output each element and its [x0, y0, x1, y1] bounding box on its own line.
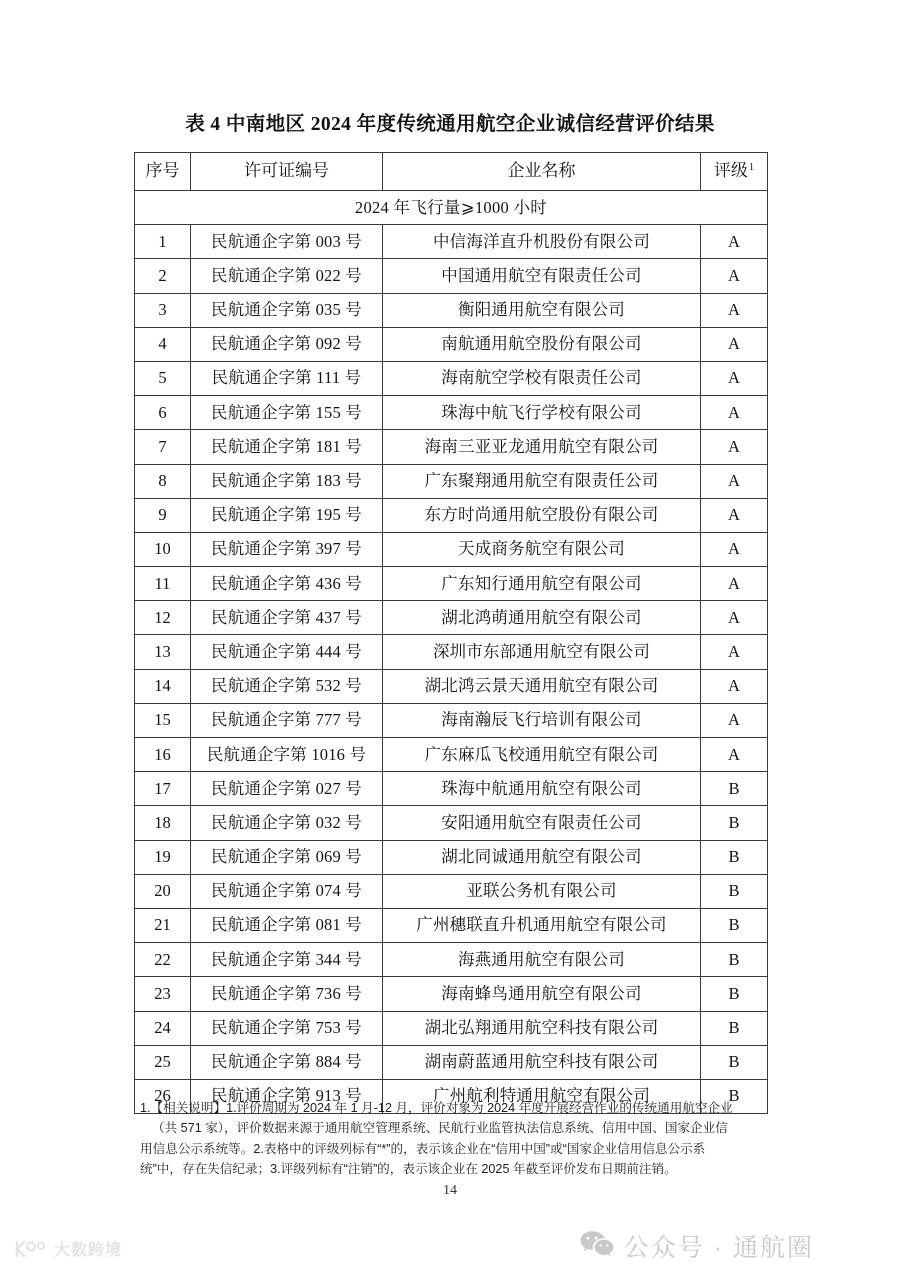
cell-row-number: 10 [135, 532, 191, 566]
cell-grade: A [701, 259, 768, 293]
dashukuajing-logo-icon [14, 1240, 48, 1258]
cell-row-number: 2 [135, 259, 191, 293]
table-row [135, 943, 768, 977]
cell-company-name: 海南航空学校有限责任公司 [383, 361, 701, 395]
cell-grade: A [701, 635, 768, 669]
evaluation-table [134, 152, 768, 1114]
cell-license-no: 民航通企字第 022 号 [191, 259, 383, 293]
footnote-line-4: 统”中，存在失信纪录；3.评级列标有“注销”的，表示该企业在 2025 年截至评价发布日期前注销。 [140, 1162, 677, 1177]
cell-row-number: 22 [135, 943, 191, 977]
table-row [135, 225, 768, 259]
table-row [135, 430, 768, 464]
cell-row-number: 11 [135, 567, 191, 601]
cell-row-number: 16 [135, 738, 191, 772]
cell-row-number: 23 [135, 977, 191, 1011]
cell-license-no: 民航通企字第 777 号 [191, 703, 383, 737]
table-row [135, 738, 768, 772]
cell-company-name: 湖南蔚蓝通用航空科技有限公司 [383, 1045, 701, 1079]
cell-grade: B [701, 1011, 768, 1045]
cell-row-number: 15 [135, 703, 191, 737]
cell-company-name: 东方时尚通用航空股份有限公司 [383, 498, 701, 532]
cell-license-no: 民航通企字第 736 号 [191, 977, 383, 1011]
cell-license-no: 民航通企字第 003 号 [191, 225, 383, 259]
table-row [135, 772, 768, 806]
cell-license-no: 民航通企字第 195 号 [191, 498, 383, 532]
cell-license-no: 民航通企字第 181 号 [191, 430, 383, 464]
cell-row-number: 5 [135, 361, 191, 395]
cell-grade: A [701, 532, 768, 566]
table-row [135, 908, 768, 942]
table-row [135, 635, 768, 669]
cell-license-no: 民航通企字第 913 号 [191, 1079, 383, 1113]
cell-grade: B [701, 772, 768, 806]
cell-company-name: 广州穗联直升机通用航空有限公司 [383, 908, 701, 942]
table-row [135, 840, 768, 874]
table-row [135, 1011, 768, 1045]
table-header [135, 153, 768, 191]
cell-grade: B [701, 908, 768, 942]
cell-license-no: 民航通企字第 436 号 [191, 567, 383, 601]
cell-row-number: 26 [135, 1079, 191, 1113]
page-number: 14 [443, 1183, 457, 1198]
cell-grade: A [701, 396, 768, 430]
table-row [135, 669, 768, 703]
cell-grade: B [701, 1045, 768, 1079]
cell-company-name: 湖北同诚通用航空有限公司 [383, 840, 701, 874]
table-row [135, 259, 768, 293]
cell-grade: A [701, 361, 768, 395]
table-section-row [135, 191, 768, 225]
cell-row-number: 14 [135, 669, 191, 703]
cell-license-no: 民航通企字第 032 号 [191, 806, 383, 840]
cell-license-no: 民航通企字第 437 号 [191, 601, 383, 635]
evaluation-table-container [134, 152, 767, 1114]
cell-grade: A [701, 498, 768, 532]
cell-license-no: 民航通企字第 183 号 [191, 464, 383, 498]
cell-row-number: 4 [135, 327, 191, 361]
cell-company-name: 广东麻瓜飞校通用航空有限公司 [383, 738, 701, 772]
watermark-left [14, 1237, 122, 1260]
table-row [135, 1045, 768, 1079]
cell-grade: A [701, 327, 768, 361]
cell-company-name: 中信海洋直升机股份有限公司 [383, 225, 701, 259]
cell-license-no: 民航通企字第 069 号 [191, 840, 383, 874]
cell-license-no: 民航通企字第 035 号 [191, 293, 383, 327]
footnote-line-2: （共 571 家），评价数据来源于通用航空管理系统、民航行业监管执法信息系统、信用中国、国家企业信 [152, 1121, 728, 1136]
page-title: 表 4 中南地区 2024 年度传统通用航空企业诚信经营评价结果 [185, 114, 715, 135]
watermark-left-text: 大数跨境 [54, 1242, 123, 1259]
cell-license-no: 民航通企字第 884 号 [191, 1045, 383, 1079]
cell-license-no: 民航通企字第 532 号 [191, 669, 383, 703]
table-row [135, 703, 768, 737]
cell-company-name: 珠海中航飞行学校有限公司 [383, 396, 701, 430]
table-header-row [135, 153, 768, 191]
table-body [135, 191, 768, 1114]
cell-company-name: 亚联公务机有限公司 [383, 874, 701, 908]
cell-grade: A [701, 430, 768, 464]
cell-row-number: 18 [135, 806, 191, 840]
cell-row-number: 17 [135, 772, 191, 806]
cell-row-number: 9 [135, 498, 191, 532]
cell-row-number: 1 [135, 225, 191, 259]
cell-license-no: 民航通企字第 753 号 [191, 1011, 383, 1045]
column-header-company: 企业名称 [383, 153, 701, 191]
cell-company-name: 广州航利特通用航空有限公司 [383, 1079, 701, 1113]
cell-grade: A [701, 601, 768, 635]
cell-company-name: 天成商务航空有限公司 [383, 532, 701, 566]
cell-row-number: 21 [135, 908, 191, 942]
cell-company-name: 湖北鸿萌通用航空有限公司 [383, 601, 701, 635]
cell-row-number: 12 [135, 601, 191, 635]
cell-company-name: 中国通用航空有限责任公司 [383, 259, 701, 293]
footnote-line-1: 1.【相关说明】1.评价周期为 2024 年 1 月-12 月，评价对象为 2024 年度开展经营作业的传统通用航空企业 [140, 1101, 733, 1115]
cell-grade: B [701, 874, 768, 908]
cell-grade: B [701, 840, 768, 874]
cell-company-name: 安阳通用航空有限责任公司 [383, 806, 701, 840]
cell-license-no: 民航通企字第 397 号 [191, 532, 383, 566]
cell-license-no: 民航通企字第 027 号 [191, 772, 383, 806]
cell-row-number: 6 [135, 396, 191, 430]
cell-company-name: 衡阳通用航空有限公司 [383, 293, 701, 327]
cell-grade: A [701, 738, 768, 772]
cell-grade: A [701, 567, 768, 601]
footnote-marker: 1 [748, 161, 755, 173]
wechat-icon [579, 1229, 615, 1264]
cell-grade: A [701, 293, 768, 327]
cell-grade: B [701, 943, 768, 977]
cell-grade: B [701, 806, 768, 840]
cell-row-number: 19 [135, 840, 191, 874]
cell-company-name: 湖北弘翔通用航空科技有限公司 [383, 1011, 701, 1045]
cell-company-name: 广东聚翔通用航空有限责任公司 [383, 464, 701, 498]
cell-company-name: 海南瀚辰飞行培训有限公司 [383, 703, 701, 737]
cell-license-no: 民航通企字第 111 号 [191, 361, 383, 395]
cell-grade: A [701, 464, 768, 498]
cell-row-number: 25 [135, 1045, 191, 1079]
cell-company-name: 海燕通用航空有限公司 [383, 943, 701, 977]
column-header-no: 序号 [135, 153, 191, 191]
watermark-right-text: 公众号 · 通航圈 [623, 1234, 814, 1262]
table-row [135, 532, 768, 566]
cell-license-no: 民航通企字第 155 号 [191, 396, 383, 430]
table-row [135, 464, 768, 498]
cell-company-name: 深圳市东部通用航空有限公司 [383, 635, 701, 669]
cell-license-no: 民航通企字第 444 号 [191, 635, 383, 669]
table-row [135, 977, 768, 1011]
cell-row-number: 3 [135, 293, 191, 327]
cell-row-number: 8 [135, 464, 191, 498]
footnote-block [140, 1098, 766, 1180]
cell-company-name: 湖北鸿云景天通用航空有限公司 [383, 669, 701, 703]
cell-row-number: 7 [135, 430, 191, 464]
table-row [135, 601, 768, 635]
cell-license-no: 民航通企字第 1016 号 [191, 738, 383, 772]
cell-company-name: 珠海中航通用航空有限公司 [383, 772, 701, 806]
table-row [135, 806, 768, 840]
table-row [135, 498, 768, 532]
table-row [135, 293, 768, 327]
cell-grade: A [701, 703, 768, 737]
cell-grade: A [701, 225, 768, 259]
cell-row-number: 13 [135, 635, 191, 669]
cell-license-no: 民航通企字第 074 号 [191, 874, 383, 908]
footnote-line-3: 用信息公示系统等。2.表格中的评级列标有“*”的，表示该企业在“信用中国”或“国家企业信用信息公示系 [140, 1141, 706, 1156]
table-row [135, 874, 768, 908]
cell-license-no: 民航通企字第 081 号 [191, 908, 383, 942]
cell-license-no: 民航通企字第 344 号 [191, 943, 383, 977]
cell-license-no: 民航通企字第 092 号 [191, 327, 383, 361]
table-row [135, 567, 768, 601]
column-header-grade [701, 153, 768, 191]
cell-row-number: 20 [135, 874, 191, 908]
watermark-right [579, 1228, 814, 1264]
cell-grade: B [701, 1079, 768, 1113]
cell-grade: B [701, 977, 768, 1011]
cell-company-name: 海南蜂鸟通用航空有限公司 [383, 977, 701, 1011]
cell-row-number: 24 [135, 1011, 191, 1045]
cell-company-name: 海南三亚亚龙通用航空有限公司 [383, 430, 701, 464]
cell-grade: A [701, 669, 768, 703]
table-row [135, 396, 768, 430]
table-row [135, 327, 768, 361]
column-header-license: 许可证编号 [191, 153, 383, 191]
cell-company-name: 南航通用航空股份有限公司 [383, 327, 701, 361]
section-label: 2024 年飞行量⩾1000 小时 [135, 191, 768, 225]
table-row [135, 361, 768, 395]
cell-company-name: 广东知行通用航空有限公司 [383, 567, 701, 601]
column-header-grade-label: 评级 [713, 161, 748, 181]
